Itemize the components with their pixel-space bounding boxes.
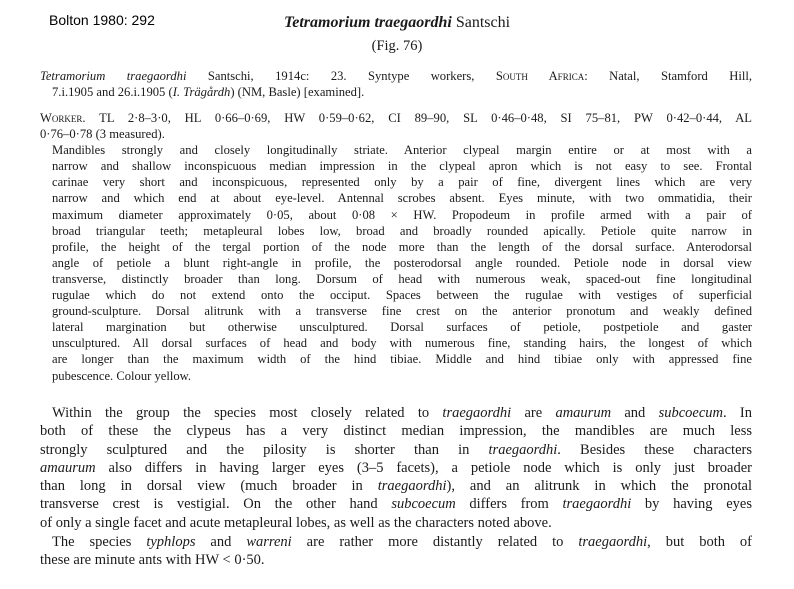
discussion-line [40,477,752,495]
worker-line [40,207,752,223]
discussion-paragraph [40,404,752,532]
discussion-text: transverse crest is vestigial. On the other hand [40,496,392,513]
worker-text: narrow and which end at about eye-level. Antennal scrobes absent. Eyes minute, with two ommatidia, their [52,191,752,206]
species-author: Santschi [455,14,511,31]
discussion-text: by having eyes [631,496,752,513]
worker-text: broad triangular teeth; metapleural lobes low, broad and broadly rounded apically. Petiole quite narrow in [52,223,752,238]
worker-line [40,255,752,271]
discussion-text: both of these the clypeus has a very distinct median impression, the mandibles are much less [40,423,752,440]
worker-line [40,142,752,158]
worker-text: lateral margination but otherwise unsculptured. Dorsal surfaces of petiole, postpetiole and gaster [52,320,752,335]
species-ref: subcoecum [658,405,723,421]
worker-line [40,239,752,255]
synonymy-country: South Africa [495,69,585,83]
discussion-text: and [611,405,659,421]
worker-line [40,319,752,335]
worker-text: 0·76–0·78 (3 measured). [40,127,165,142]
worker-line [40,110,752,126]
species-ref: traegaordhi [578,534,648,550]
discussion-line [40,514,752,532]
worker-line [40,271,752,287]
species-ref: traegaordhi [488,441,558,458]
synonymy-depository: ) (NM, Basle) [examined]. [230,85,365,99]
worker-text: angle of petiole a blunt right-angle in profile, the posterodorsal angle rounded. Petiole node in dorsal view [52,255,752,270]
species-ref: typhlops [146,534,196,550]
discussion-text: Within the group the species most closely related to [52,405,443,421]
synonymy-locality: : Natal, Stamford Hill, [584,69,753,83]
species-ref: warreni [246,534,292,550]
species-ref: amaurum [555,405,612,421]
discussion-text: than long in dorsal view (much broader in [40,478,378,495]
worker-text: Mandibles strongly and closely longitudinally striate. Anterior clypeal margin entire or at most with a [52,143,752,158]
species-ref: subcoecum [391,496,456,513]
synonymy-name: Tetramorium traegaordhi [40,69,187,83]
worker-line [40,223,752,239]
species-title [0,14,794,32]
worker-heading: Worker [40,111,83,125]
worker-line [40,126,752,142]
discussion-text: differs from [455,496,563,513]
discussion-line [40,441,752,459]
worker-text: are longer than the maximum width of the hind tibiae. Middle and hind tibiae only with appressed fine [52,352,752,367]
worker-line [40,158,752,174]
species-ref: traegaordhi [442,405,512,421]
discussion-text: . Besides these characters [557,441,752,458]
discussion-text: and [195,534,247,550]
worker-line [40,287,752,303]
synonymy-line [40,68,752,84]
source-label: Bolton 1980: 292 [49,12,155,28]
discussion-text: are rather more distantly related to [291,534,579,550]
worker-line [40,335,752,351]
worker-description [40,110,752,384]
discussion-text: these are minute ants with HW < 0·50. [40,552,265,569]
discussion-line [40,422,752,440]
synonymy-line [40,84,752,100]
worker-text: profile, the height of the tergal portion of the node more than the length of the dorsal surface. Anterodorsal [52,239,752,254]
discussion-text: strongly sculptured and the pilosity is shorter than in [40,441,489,458]
discussion-text: The species [52,534,147,550]
discussion-paragraph [40,533,752,570]
worker-text: carinae very short and inconspicuous, represented only by a pair of fine, divergent lines which are very [52,175,752,190]
discussion-text: , but both of [647,534,753,550]
species-name: Tetramorium traegaordhi [283,14,452,31]
discussion-text: of only a single facet and acute metapleural lobes, as well as the characters noted above. [40,514,552,531]
worker-line [40,174,752,190]
worker-text: narrow and shallow inconspicuous median impression in the clypeal apron which is not easy to see. Frontal [52,159,752,174]
discussion-text: also differs in having larger eyes (3–5 facets), a petiole node which is only just broader [95,459,752,476]
discussion-line [40,459,752,477]
discussion-line [40,533,752,551]
discussion-line [40,404,752,422]
discussion-line [40,551,752,569]
worker-line [40,351,752,367]
worker-text: ground-sculpture. Dorsal alitrunk with a transverse fine crest on the anterior pronotum and weakly defined [52,304,752,319]
synonymy-collector: I. Trägårdh [172,85,231,99]
species-ref: traegaordhi [377,478,447,495]
worker-line [40,303,752,319]
species-ref: traegaordhi [562,496,632,513]
discussion-text: are [511,405,556,421]
worker-text: pubescence. Colour yellow. [52,368,192,383]
worker-text: . TL 2·8–3·0, HL 0·66–0·69, HW 0·59–0·62, CI 89–90, SL 0·46–0·48, SI 75–81, PW 0·42–0·44, AL [82,111,752,125]
worker-text: rugulae which do not extend onto the occiput. Spaces between the rugulae with vestiges of superficial [52,288,752,303]
species-ref: amaurum [40,459,96,476]
worker-text: maximum diameter approximately 0·05, about 0·08 × HW. Propodeum in profile armed with a pair of [52,207,752,222]
discussion-line [40,495,752,513]
worker-line [40,190,752,206]
worker-text: unsculptured. All dorsal surfaces of head and body with numerous fine, standing hairs, the longest of which [52,336,752,351]
synonymy-dates: 7.i.1905 and 26.i.1905 ( [52,85,173,99]
discussion-text: . In [722,405,752,421]
worker-line [40,368,752,384]
figure-reference: (Fig. 76) [371,38,423,54]
synonymy-text: Santschi, 1914c: 23. Syntype workers, [186,69,496,83]
worker-text: transverse, distinctly broader than long. Dorsum of head with numerous weak, spaced-out fine longitudinal [52,271,752,286]
synonymy-paragraph [40,68,752,100]
discussion-text: ), and an alitrunk in which the pronotal [446,478,752,495]
